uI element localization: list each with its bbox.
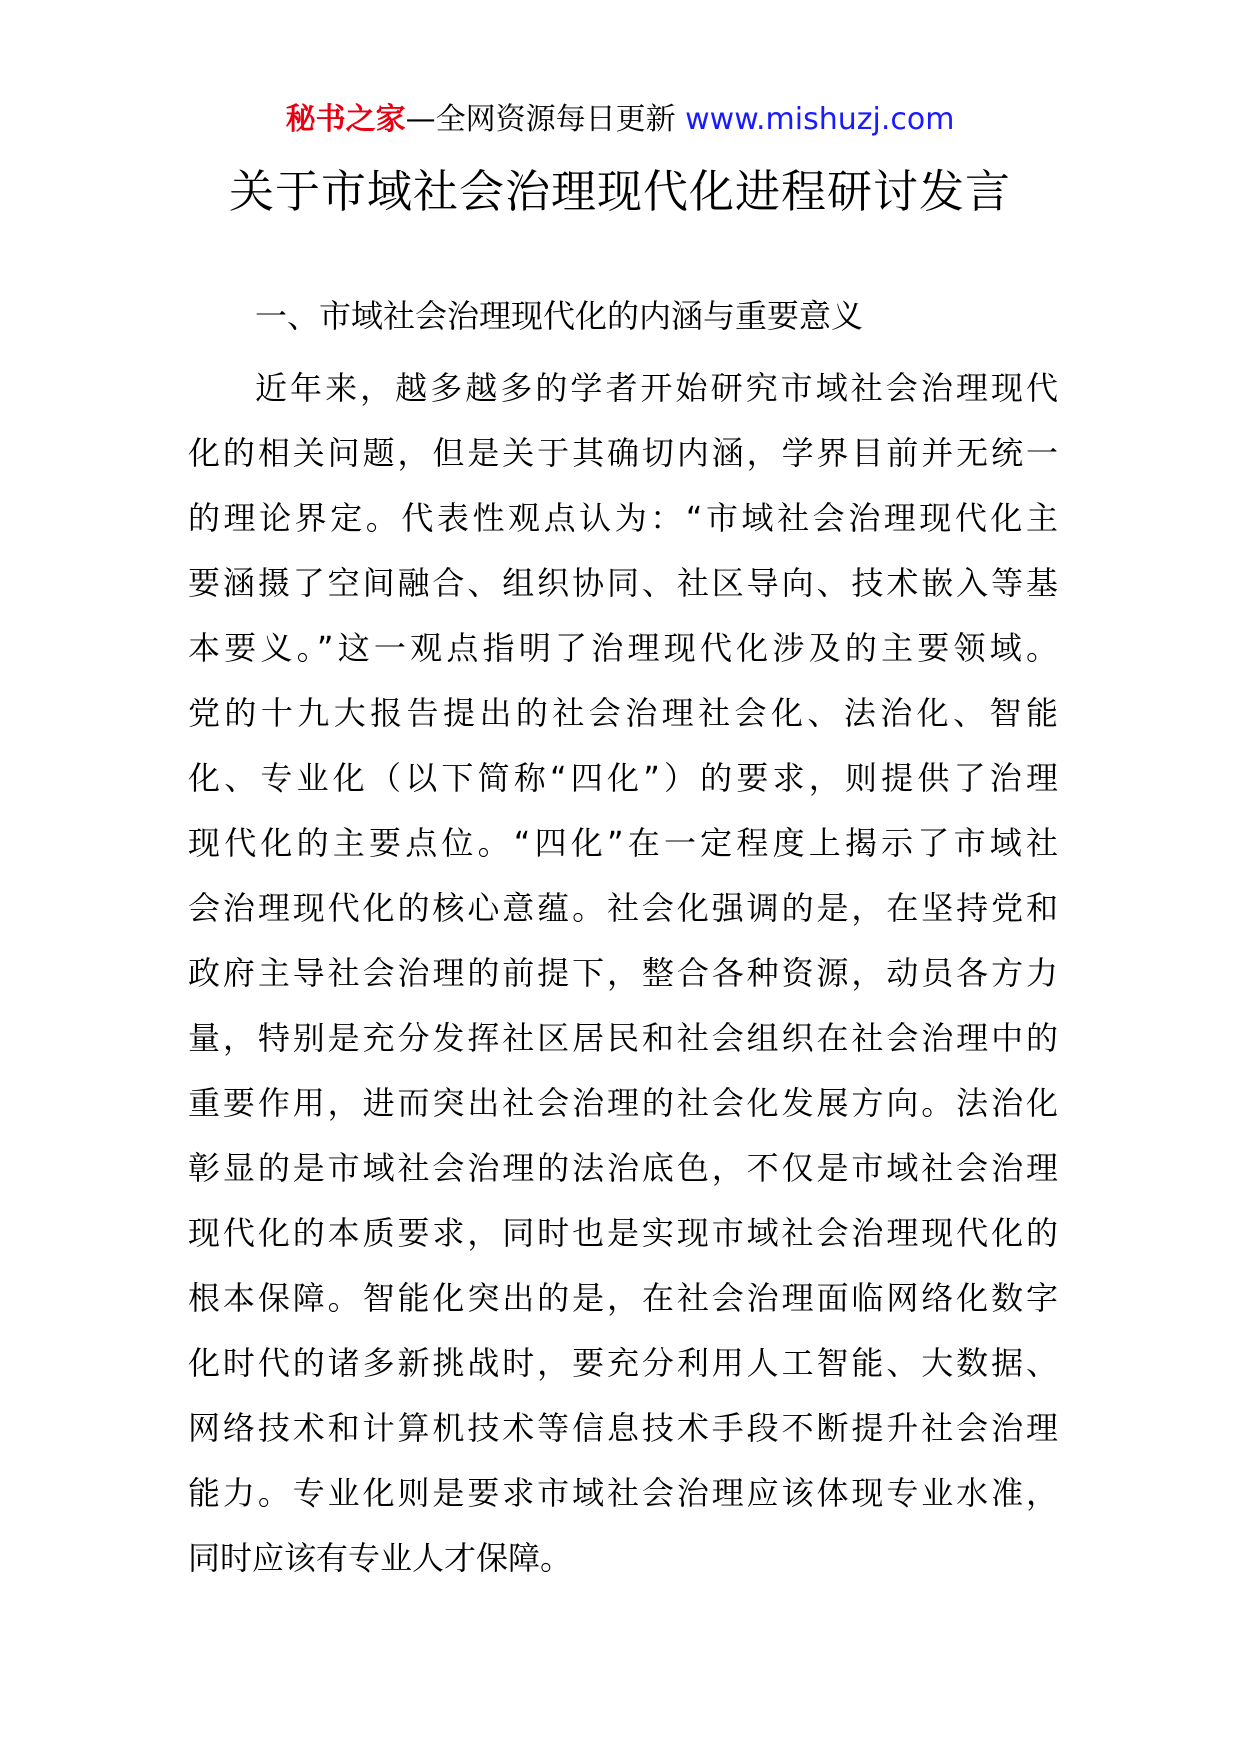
paragraph-line: 化、专业化（以下简称“四化”）的要求，则提供了治理	[188, 759, 1058, 797]
paragraph-line: 网络技术和计算机技术等信息技术手段不断提升社会治理	[188, 1409, 1058, 1447]
section-heading: 一、市域社会治理现代化的内涵与重要意义	[255, 297, 864, 335]
site-brand: 秘书之家	[285, 102, 406, 137]
paragraph-line: 现代化的主要点位。“四化”在一定程度上揭示了市域社	[188, 824, 1058, 862]
paragraph-line: 党的十九大报告提出的社会治理社会化、法治化、智能	[188, 694, 1058, 732]
site-header	[0, 98, 1240, 142]
paragraph-line: 根本保障。智能化突出的是，在社会治理面临网络化数字	[188, 1279, 1058, 1317]
site-url-link[interactable]: www.mishuzj.com	[685, 102, 955, 137]
site-slogan: —全网资源每日更新	[405, 102, 676, 137]
paragraph-line: 化的相关问题，但是关于其确切内涵，学界目前并无统一	[188, 434, 1058, 472]
paragraph-line: 政府主导社会治理的前提下，整合各种资源，动员各方力	[188, 954, 1058, 992]
paragraph-line: 本要义。”这一观点指明了治理现代化涉及的主要领域。	[188, 629, 1058, 667]
paragraph-line: 近年来，越多越多的学者开始研究市域社会治理现代	[255, 369, 1058, 407]
paragraph-line: 会治理现代化的核心意蕴。社会化强调的是，在坚持党和	[188, 889, 1058, 927]
document-title: 关于市域社会治理现代化进程研讨发言	[228, 165, 1011, 218]
paragraph-line: 重要作用，进而突出社会治理的社会化发展方向。法治化	[188, 1084, 1058, 1122]
paragraph-line: 现代化的本质要求，同时也是实现市域社会治理现代化的	[188, 1214, 1058, 1252]
paragraph-line: 化时代的诸多新挑战时，要充分利用人工智能、大数据、	[188, 1344, 1058, 1382]
body-paragraph	[188, 356, 1058, 1591]
paragraph-line: 的理论界定。代表性观点认为：“市域社会治理现代化主	[188, 499, 1058, 537]
paragraph-line: 量，特别是充分发挥社区居民和社会组织在社会治理中的	[188, 1019, 1058, 1057]
paragraph-line: 要涵摄了空间融合、组织协同、社区导向、技术嵌入等基	[188, 564, 1058, 602]
paragraph-line: 同时应该有专业人才保障。	[188, 1539, 573, 1577]
paragraph-line: 彰显的是市域社会治理的法治底色，不仅是市域社会治理	[188, 1149, 1058, 1187]
paragraph-line: 能力。专业化则是要求市域社会治理应该体现专业水准，	[188, 1474, 1058, 1512]
